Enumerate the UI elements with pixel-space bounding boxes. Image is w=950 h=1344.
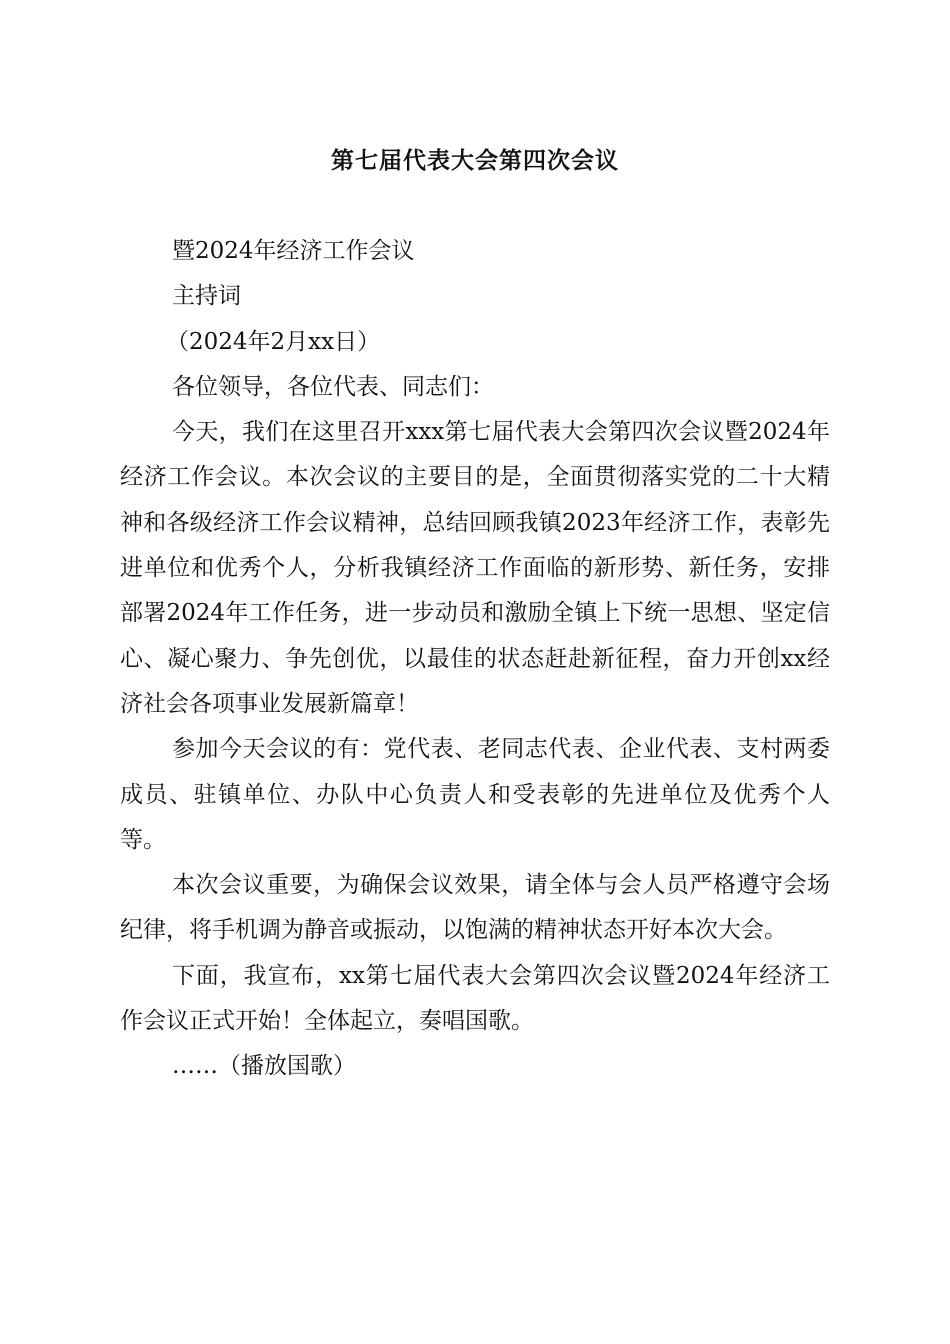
date-line: （2024年2月xx日） — [166, 328, 381, 355]
doc-type-line: 主持词 — [172, 283, 241, 310]
paragraph-attendees: 参加今天会议的有：党代表、老同志代表、企业代表、支村两委成员、驻镇单位、办队中心负责人和受表彰的先进单位及优秀个人等。 — [120, 736, 830, 853]
salutation-line: 各位领导，各位代表、同志们： — [172, 373, 494, 400]
subtitle-line: 暨2024年经济工作会议 — [172, 238, 415, 264]
document-body — [120, 229, 830, 1090]
paragraph-discipline: 本次会议重要，为确保会议效果，请全体与会人员严格遵守会场纪律，将手机调为静音或振动，以饱满的精神状态开好本次大会。 — [120, 872, 830, 944]
closing-note: ……（播放国歌） — [172, 1053, 356, 1080]
paragraph-opening: 今天，我们在这里召开xxx第七届代表大会第四次会议暨2024年经济工作会议。本次会议的主要目的是，全面贯彻落实党的二十大精神和各级经济工作会议精神，总结回顾我镇2023年经济工作，表彰先进单位和优秀个人，分析我镇经济工作面临的新形势、新任务，安排部署2024年工作任务，进一步动员和激励全镇上下统一思想、坚定信心、凝心聚力、争先创优，以最佳的状态赶赴新征程，奋力开创xx经济社会各项事业发展新篇章！ — [120, 419, 830, 717]
document-title: 第七届代表大会第四次会议 — [331, 147, 619, 174]
paragraph-announcement: 下面，我宣布，xx第七届代表大会第四次会议暨2024年经济工作会议正式开始！全体起立，奏唱国歌。 — [120, 962, 830, 1035]
